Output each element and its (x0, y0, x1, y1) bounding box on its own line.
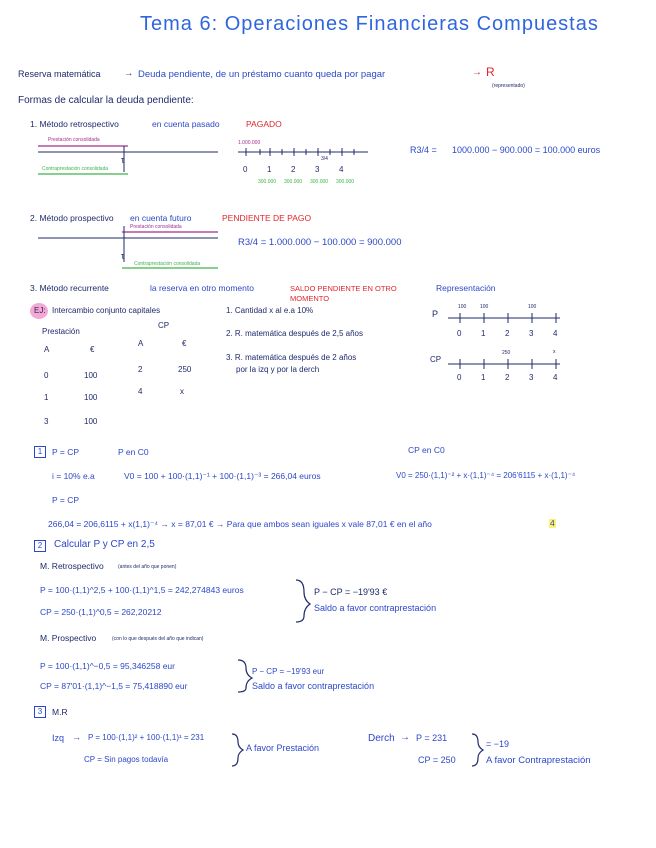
s2-p-res2: Saldo a favor contraprestación (252, 681, 375, 691)
m2-heading: 2. Método prospectivo (30, 213, 114, 223)
m3-heading: 3. Método recurrente (30, 283, 109, 293)
example-prestacion-header: Prestación (42, 327, 80, 336)
m1-label-bottom: Contraprestación consolidada (42, 166, 109, 172)
p-tick-3: 3 (529, 329, 534, 338)
s3-der-res2: A favor Contraprestación (486, 755, 591, 766)
cp-tick-4: 4 (553, 373, 558, 382)
prest-row-3-a: 3 (44, 417, 49, 426)
m1-sub: en cuenta pasado (152, 119, 220, 129)
m1-tau: τ (121, 155, 125, 165)
prest-row-1-a: 0 (44, 371, 49, 380)
m1-formula-lhs: R3/4 = (410, 145, 437, 155)
section-2-number: 2 (34, 540, 46, 552)
s2-retro: M. Retrospectivo (40, 561, 104, 571)
s3-izq-res: A favor Prestación (246, 743, 320, 753)
forms-heading: Formas de calcular la deuda pendiente: (18, 95, 194, 106)
m1-mid-label: 3/4 (321, 156, 328, 162)
m3-tag: SALDO PENDIENTE EN OTRO MOMENTO (290, 284, 397, 303)
m2-label-top: Prestación consolidada (130, 224, 182, 230)
prest-row-2-a: 1 (44, 393, 49, 402)
s2-r-p: P = 100·(1,1)^2,5 + 100·(1,1)^1,5 = 242,274843 euros (40, 585, 244, 595)
s1-v0-cp: V0 = 250·(1,1)⁻² + x·(1,1)⁻⁴ = 206'6115 + x·(1,1)⁻⁴ (396, 471, 576, 480)
m1-payment-4: 300.000 (336, 179, 355, 185)
m1-tick-1: 1 (267, 165, 272, 174)
s2-heading: Calcular P y CP en 2,5 (54, 539, 155, 550)
s1-year: 4 (550, 518, 555, 528)
page-title: Tema 6: Operaciones Financieras Compuestas (140, 13, 599, 35)
cp-row-2-v: x (180, 387, 184, 396)
m1-tag: PAGADO (246, 119, 282, 129)
prest-row-1-v: 100 (84, 371, 98, 380)
cp-top-1: 250 (502, 350, 511, 356)
m1-label-top: Prestación consolidada (48, 137, 100, 143)
s2-r-res2: Saldo a favor contraprestación (314, 603, 437, 613)
p-tick-0: 0 (457, 329, 462, 338)
s1-p-en: P en C0 (118, 447, 149, 457)
m2-formula: R3/4 = 1.000.000 − 100.000 = 900.000 (238, 237, 402, 248)
s2-pros-note: (con lo que después del año que indican) (112, 636, 204, 642)
s3-der-res1: = −19 (486, 739, 510, 749)
s1-rate: i = 10% e.a (52, 471, 95, 481)
diagram-cp-label: CP (430, 355, 442, 364)
example-cp-col-a: A (138, 339, 144, 348)
m1-axis-top: 1.000.000 (238, 140, 261, 146)
s1-cp-en: CP en C0 (408, 445, 445, 455)
task-3b: por la izq y por la derch (236, 365, 320, 374)
definition-arrow: → (124, 68, 134, 79)
p-tick-4: 4 (553, 329, 558, 338)
m1-tick-0: 0 (243, 165, 248, 174)
s3-der-p: P = 231 (416, 733, 448, 743)
p-top-3: 100 (528, 304, 537, 310)
s2-r-res1: P − CP = −19'93 € (314, 587, 388, 597)
s3-heading: M.R (52, 707, 68, 717)
example-col-a: A (44, 345, 50, 354)
cp-tick-2: 2 (505, 373, 510, 382)
m1-tick-4: 4 (339, 165, 344, 174)
cp-row-1-a: 2 (138, 365, 143, 374)
cp-tick-3: 3 (529, 373, 534, 382)
m1-payment-1: 300.000 (258, 179, 277, 185)
task-1: 1. Cantidad x al e.a 10% (226, 306, 314, 315)
m2-sub: en cuenta futuro (130, 213, 192, 223)
example-col-e: € (90, 345, 95, 354)
example-label: EJ: (34, 306, 46, 315)
s2-retro-note: (antes del año que ponen) (118, 564, 177, 570)
example-cp-col-e: € (182, 339, 187, 348)
s1-eq2: P = CP (52, 495, 80, 505)
s2-p-res1: P − CP = −19'93 eur (252, 667, 325, 676)
definition-arrow-2: → (472, 67, 482, 78)
s3-der-arrow: → (400, 732, 410, 743)
p-tick-1: 1 (481, 329, 486, 338)
retro-brace (296, 580, 310, 622)
cp-row-1-v: 250 (178, 365, 192, 374)
m1-payment-3: 300.000 (310, 179, 329, 185)
m1-tick-3: 3 (315, 165, 320, 174)
m1-payment-2: 300.000 (284, 179, 303, 185)
task-2: 2. R. matemática después de 2,5 años (226, 329, 363, 338)
cp-tick-1: 1 (481, 373, 486, 382)
m2-tau: τ (121, 251, 125, 261)
definition-term: Reserva matemática (18, 69, 101, 79)
der-brace (472, 734, 483, 766)
m3-sub: la reserva en otro momento (150, 283, 254, 293)
p-tick-2: 2 (505, 329, 510, 338)
s2-p-cp: CP = 87'01·(1,1)^−1,5 = 75,418890 eur (40, 681, 188, 691)
definition-symbol-note: (representado) (492, 83, 525, 89)
m2-label-bottom: Contraprestación consolidada (134, 261, 201, 267)
m2-tag: PENDIENTE DE PAGO (222, 213, 312, 223)
definition-symbol: R (486, 65, 495, 79)
example-title: Intercambio conjunto capitales (52, 306, 161, 315)
m1-tick-2: 2 (291, 165, 296, 174)
section-1-number: 1 (34, 446, 46, 458)
s3-der-cp: CP = 250 (418, 755, 456, 765)
cp-tick-0: 0 (457, 373, 462, 382)
prest-row-3-v: 100 (84, 417, 98, 426)
m1-heading: 1. Método retrospectivo (30, 119, 119, 129)
s1-result: 266,04 = 206,6115 + x(1,1)⁻⁴ → x = 87,01 € → Para que ambos sean iguales x vale 87,01 € en el año (48, 519, 432, 529)
s1-eq1: P = CP (52, 447, 80, 457)
pros-brace (238, 660, 252, 692)
s2-pros: M. Prospectivo (40, 633, 97, 643)
diagram-p-label: P (432, 309, 439, 319)
task-3: 3. R. matemática después de 2 años (226, 353, 357, 362)
section-3-number: 3 (34, 706, 46, 718)
prest-row-2-v: 100 (84, 393, 98, 402)
cp-top-2: x (553, 349, 556, 355)
definition-text: Deuda pendiente, de un préstamo cuanto queda por pagar (138, 69, 386, 80)
s3-der: Derch (368, 733, 395, 744)
p-top-2: 100 (480, 304, 489, 310)
m3-representation: Representación (436, 283, 496, 293)
s2-r-cp: CP = 250·(1,1)^0,5 = 262,20212 (40, 607, 162, 617)
s2-p-p: P = 100·(1,1)^−0,5 = 95,346258 eur (40, 661, 175, 671)
s3-izq-cp: CP = Sin pagos todavía (84, 755, 169, 764)
cp-row-2-a: 4 (138, 387, 143, 396)
s1-v0-p: V0 = 100 + 100·(1,1)⁻¹ + 100·(1,1)⁻³ = 266,04 euros (124, 471, 321, 481)
izq-brace (232, 734, 243, 766)
s3-izq-arrow: → (72, 732, 81, 742)
m1-formula-rhs: 1000.000 − 900.000 = 100.000 euros (452, 145, 601, 155)
example-cp-header: CP (158, 321, 170, 330)
s3-izq: Izq (52, 733, 65, 743)
p-top-1: 100 (458, 304, 467, 310)
s3-izq-p: P = 100·(1,1)² + 100·(1,1)¹ = 231 (88, 733, 205, 742)
